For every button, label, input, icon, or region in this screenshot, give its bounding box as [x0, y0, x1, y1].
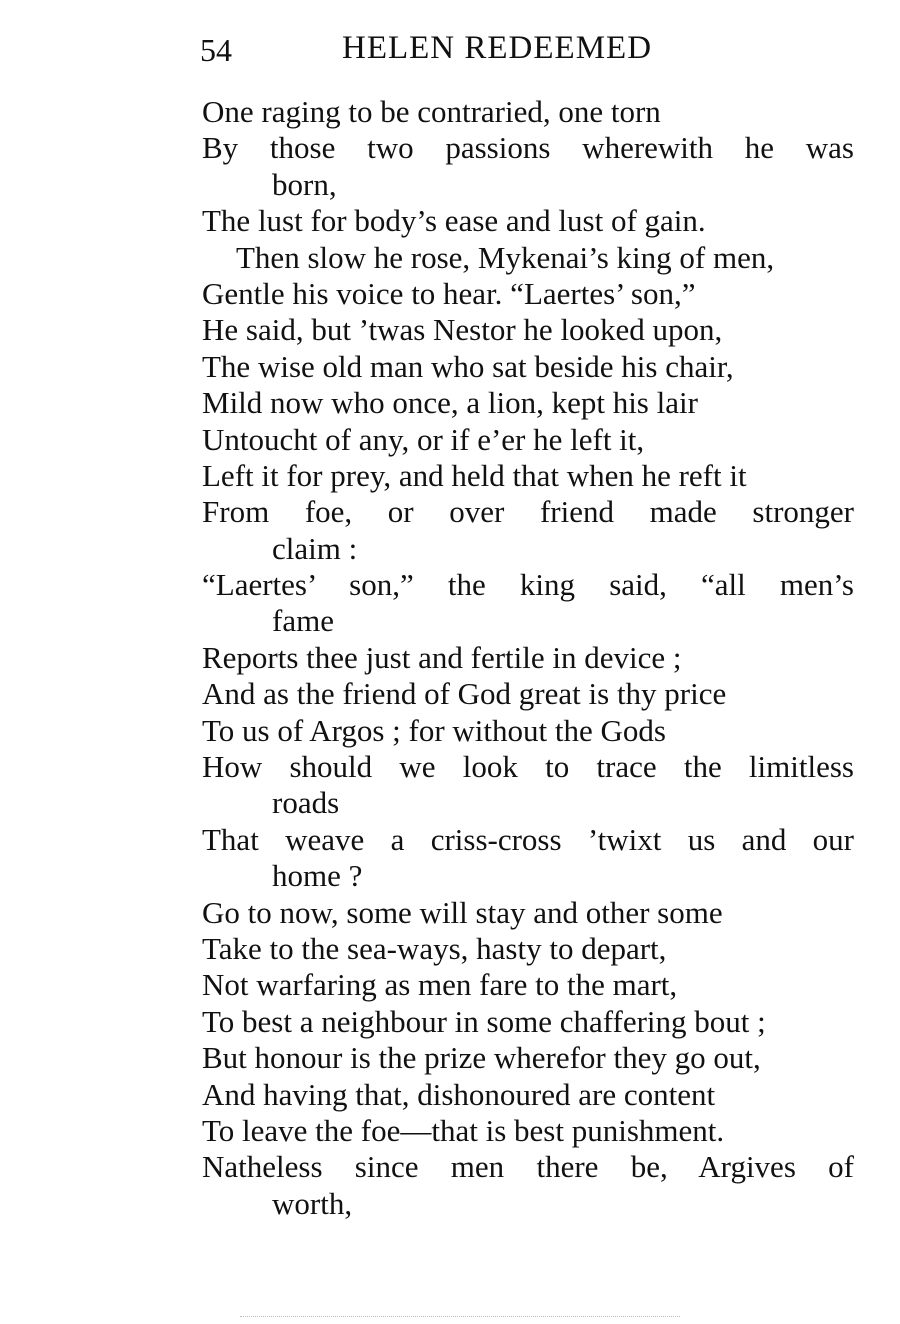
poem-line: To leave the foe—that is best punishment. — [202, 1112, 725, 1148]
poem-line: And as the friend of God great is thy price — [202, 676, 727, 712]
poem-line: From foe, or over friend made stronger — [202, 494, 854, 530]
page-bottom-marks — [240, 1316, 680, 1321]
poem-turnover-line: roads — [272, 785, 340, 821]
poem-turnover-line: worth, — [272, 1185, 353, 1221]
poem-line: “Laertes’ son,” the king said, “all men’s — [202, 567, 854, 603]
poem-line: By those two passions wherewith he was — [202, 130, 854, 166]
page-number: 54 — [200, 32, 232, 68]
poem-line: That weave a criss-cross ’twixt us and our — [202, 821, 854, 857]
poem-turnover-line: claim : — [272, 530, 358, 566]
poem-line: Natheless since men there be, Argives of — [202, 1149, 854, 1185]
poem-line: The wise old man who sat beside his chair, — [202, 348, 734, 384]
poem-line: Untoucht of any, or if e’er he left it, — [202, 421, 645, 457]
poem-line: Go to now, some will stay and other some — [202, 894, 723, 930]
poem-line: Not warfaring as men fare to the mart, — [202, 967, 678, 1003]
poem-line: To best a neighbour in some chaffering bout ; — [202, 1003, 766, 1039]
poem-line: Left it for prey, and held that when he reft it — [202, 457, 747, 493]
poem-turnover-line: fame — [272, 603, 334, 639]
page-header — [200, 24, 860, 68]
poem-line: How should we look to trace the limitless — [202, 749, 854, 785]
poem-line: Mild now who once, a lion, kept his lair — [202, 385, 698, 421]
poem-line: Reports thee just and fertile in device ; — [202, 639, 682, 675]
poem-line: But honour is the prize wherefor they go out, — [202, 1040, 761, 1076]
poem-line: The lust for body’s ease and lust of gain. — [202, 203, 706, 239]
running-head: HELEN REDEEMED — [342, 30, 653, 66]
poem-line: To us of Argos ; for without the Gods — [202, 712, 666, 748]
poem-turnover-line: born, — [272, 166, 337, 202]
poem-text — [202, 94, 854, 1222]
poem-line: Take to the sea-ways, hasty to depart, — [202, 930, 667, 966]
poem-line: And having that, dishonoured are content — [202, 1076, 716, 1112]
poem-line: Gentle his voice to hear. “Laertes’ son,” — [202, 275, 696, 311]
poem-line: Then slow he rose, Mykenai’s king of men, — [236, 239, 775, 275]
poem-turnover-line: home ? — [272, 858, 363, 894]
poem-line: He said, but ’twas Nestor he looked upon, — [202, 312, 723, 348]
poem-line: One raging to be contraried, one torn — [202, 94, 661, 129]
